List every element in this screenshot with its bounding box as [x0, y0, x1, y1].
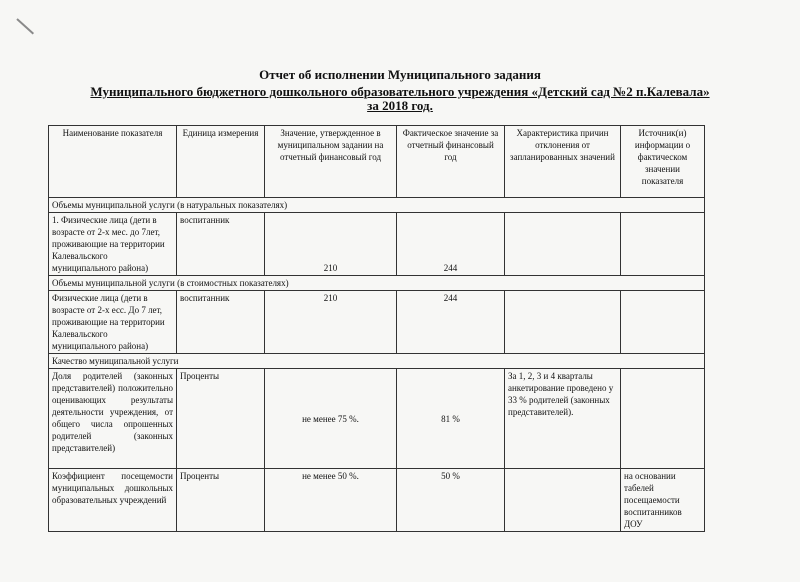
- header-planned-value: Значение, утвержденное в муниципальном задании на отчетный финансовый год: [265, 126, 397, 198]
- row-unit: Проценты: [177, 369, 265, 469]
- row-actual: 244: [397, 291, 505, 354]
- header-actual-value: Фактическое значение за отчетный финансовый год: [397, 126, 505, 198]
- header-indicator-name: Наименование показателя: [49, 126, 177, 198]
- row-unit: воспитанник: [177, 291, 265, 354]
- section-row: [49, 276, 705, 291]
- table-row: [49, 213, 705, 276]
- row-reason: [505, 291, 621, 354]
- table-header-row: [49, 126, 705, 198]
- scan-mark: [16, 18, 34, 34]
- row-reason: [505, 213, 621, 276]
- row-reason: За 1, 2, 3 и 4 кварталы анкетирование проведено у 33 % родителей (законных представителей).: [505, 369, 621, 469]
- row-unit: Проценты: [177, 469, 265, 532]
- report-table: [48, 125, 705, 532]
- row-unit: воспитанник: [177, 213, 265, 276]
- section-row: [49, 354, 705, 369]
- row-source: на основании табелей посещаемости воспитанников ДОУ: [621, 469, 705, 532]
- report-title: Отчет об исполнении Муниципального задания: [259, 67, 541, 82]
- row-name: Коэффициент посещемости муниципальных дошкольных образовательных учреждений: [49, 469, 177, 532]
- header-unit: Единица измерения: [177, 126, 265, 198]
- section-natural: Объемы муниципальной услуги (в натуральных показателях): [49, 198, 705, 213]
- section-cost: Объемы муниципальной услуги (в стоимостных показателях): [49, 276, 705, 291]
- row-source: [621, 213, 705, 276]
- row-planned: 210: [265, 213, 397, 276]
- row-name: Физические лица (дети в возрасте от 2-х есс. До 7 лет, проживающие на территории Калевальского муниципального района): [49, 291, 177, 354]
- row-planned: 210: [265, 291, 397, 354]
- row-source: [621, 291, 705, 354]
- row-actual: 244: [397, 213, 505, 276]
- row-name: 1. Физические лица (дети в возрасте от 2-х мес. до 7лет, проживающие на территории Калевальского муниципального района): [49, 213, 177, 276]
- table-row: [49, 291, 705, 354]
- row-planned: не менее 50 %.: [265, 469, 397, 532]
- section-row: [49, 198, 705, 213]
- row-actual: 81 %: [397, 369, 505, 469]
- header-info-source: Источник(и) информации о фактическом значении показателя: [621, 126, 705, 198]
- section-quality: Качество муниципальной услуги: [49, 354, 705, 369]
- table-row: [49, 469, 705, 532]
- row-reason: [505, 469, 621, 532]
- row-planned: не менее 75 %.: [265, 369, 397, 469]
- header-deviation-reason: Характеристика причин отклонения от запланированных значений: [505, 126, 621, 198]
- row-actual: 50 %: [397, 469, 505, 532]
- report-period: за 2018 год.: [367, 98, 433, 113]
- row-source: [621, 369, 705, 469]
- institution-name: Муниципального бюджетного дошкольного образовательного учреждения «Детский сад №2 п.Калевала»: [90, 84, 710, 99]
- table-row: [49, 369, 705, 469]
- row-name: Доля родителей (законных представителей) положительно оценивающих результаты деятельности учреждения, от общего числа опрошенных родителей (законных представителей): [49, 369, 177, 469]
